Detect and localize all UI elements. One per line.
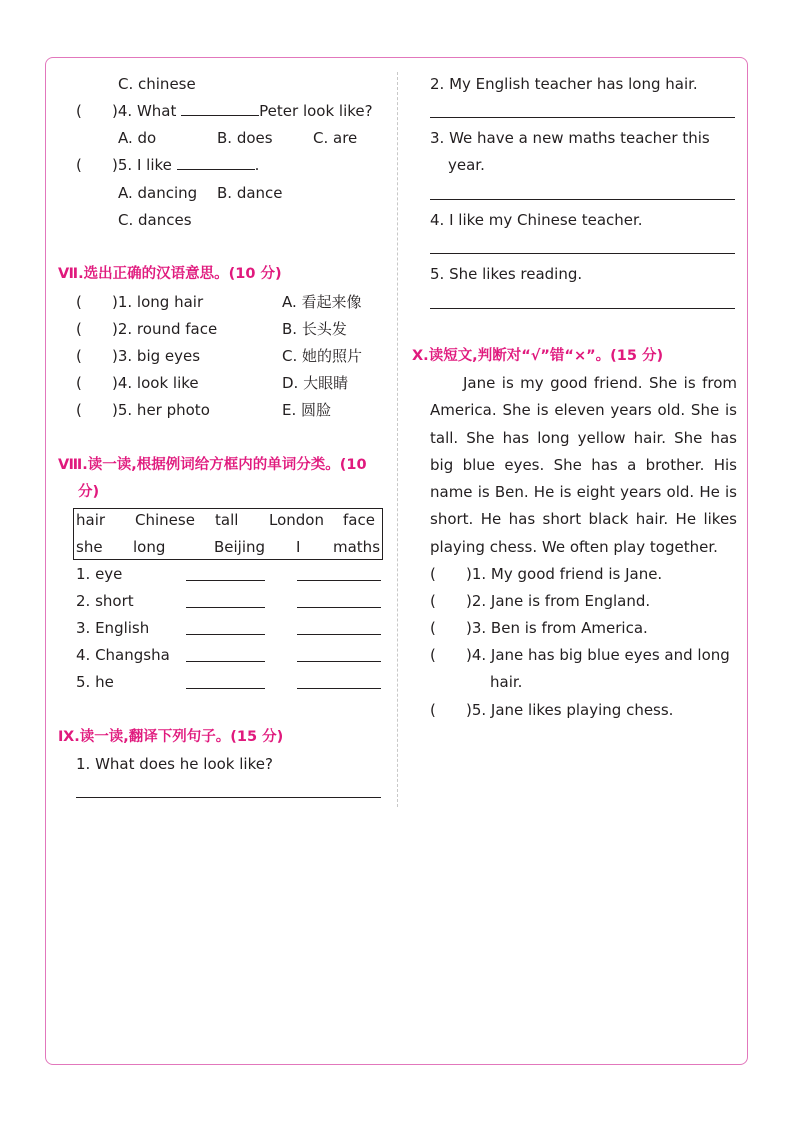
s7-item-4-paren: ( [76,374,82,392]
q4-question [112,101,373,121]
box-word: I [296,538,301,556]
box-word: long [133,538,166,556]
section8-title: Ⅷ.读一读,根据例词给方框内的单词分类。(10 [58,457,367,473]
translate-q2: 2. My English teacher has long hair. [430,75,698,93]
judge-1-paren: ( [430,565,436,583]
q3-option-c: C. chinese [118,75,196,93]
q4-blank[interactable] [181,101,259,116]
classify-item-4: 4. Changsha [76,646,170,664]
judge-4-paren: ( [430,646,436,664]
section9-title: Ⅸ.读一读,翻译下列句子。(15 分) [58,729,284,745]
s7-item-5-paren: ( [76,401,82,419]
answer-line[interactable] [186,580,265,581]
s7-item-2-paren: ( [76,320,82,338]
answer-line[interactable] [186,661,265,662]
q4-close: )4. [112,102,133,120]
classify-item-1: 1. eye [76,565,123,583]
q4-option-c: C. are [313,129,358,147]
judge-3-paren: ( [430,619,436,637]
judge-4-cont: hair. [490,673,523,691]
answer-line[interactable] [297,580,381,581]
q5-option-b: B. dance [217,184,283,202]
answer-line[interactable] [76,797,381,798]
answer-line[interactable] [186,607,265,608]
q5-paren: ( [76,156,82,174]
judge-2: )2. Jane is from England. [466,592,651,610]
translate-q5: 5. She likes reading. [430,265,583,283]
section10-title: Ⅹ.读短文,判断对“√”错“×”。(15 分) [412,348,664,364]
classify-item-5: 5. he [76,673,114,691]
box-word: London [269,511,324,529]
box-word: she [76,538,103,556]
answer-line[interactable] [186,634,265,635]
translate-q4: 4. I like my Chinese teacher. [430,211,643,229]
q5-option-a: A. dancing [118,184,198,202]
s7-item-1: )1. long hair [112,293,204,311]
s7-option-a: A. 看起来像 [282,293,362,311]
s7-item-3: )3. big eyes [112,347,201,365]
s7-option-d: D. 大眼睛 [282,374,349,392]
q4-after: Peter look like? [259,102,373,120]
translate-q1: 1. What does he look like? [76,755,273,773]
s7-option-c: C. 她的照片 [282,347,363,365]
answer-line[interactable] [430,199,735,200]
s7-item-3-paren: ( [76,347,82,365]
q4-option-b: B. does [217,129,273,147]
q5-close: )5. [112,156,133,174]
box-word: face [343,511,375,529]
answer-line[interactable] [297,634,381,635]
s7-item-2: )2. round face [112,320,218,338]
s7-item-5: )5. her photo [112,401,210,419]
classify-item-2: 2. short [76,592,134,610]
q5-blank[interactable] [177,155,255,170]
q5-question [112,155,259,175]
s7-option-b: B. 长头发 [282,320,347,338]
q5-before: I like [136,156,172,174]
box-word: hair [76,511,106,529]
judge-4: )4. Jane has big blue eyes and long [466,646,730,664]
answer-line[interactable] [297,661,381,662]
judge-1: )1. My good friend is Jane. [466,565,663,583]
column-divider [397,72,398,807]
box-word: Chinese [135,511,195,529]
answer-line[interactable] [297,688,381,689]
s7-item-4: )4. look like [112,374,199,392]
q4-before: What [136,102,177,120]
judge-3: )3. Ben is from America. [466,619,648,637]
judge-5-paren: ( [430,701,436,719]
answer-line[interactable] [430,308,735,309]
judge-5: )5. Jane likes playing chess. [466,701,674,719]
answer-line[interactable] [186,688,265,689]
q5-option-c: C. dances [118,211,192,229]
translate-q3: 3. We have a new maths teacher this [430,129,710,147]
s7-option-e: E. 圆脸 [282,401,332,419]
box-word: tall [215,511,239,529]
section8-title-cont: 分) [78,484,100,500]
reading-passage: Jane is my good friend. She is from America. She is eleven years old. She is tall. She has long yellow hair. She has big blue eyes. She has a brother. His name is Ben. He is eight years old. He is short. He has short black hair. He likes playing chess. We often play together. [430,374,737,556]
section7-title: Ⅶ.选出正确的汉语意思。(10 分) [58,266,282,282]
q4-paren: ( [76,102,82,120]
translate-q3-cont: year. [448,156,485,174]
judge-2-paren: ( [430,592,436,610]
answer-line[interactable] [297,607,381,608]
q4-option-a: A. do [118,129,157,147]
answer-line[interactable] [430,253,735,254]
s7-item-1-paren: ( [76,293,82,311]
answer-line[interactable] [430,117,735,118]
q5-after: . [254,156,260,174]
box-word: Beijing [214,538,266,556]
classify-item-3: 3. English [76,619,150,637]
box-word: maths [333,538,381,556]
